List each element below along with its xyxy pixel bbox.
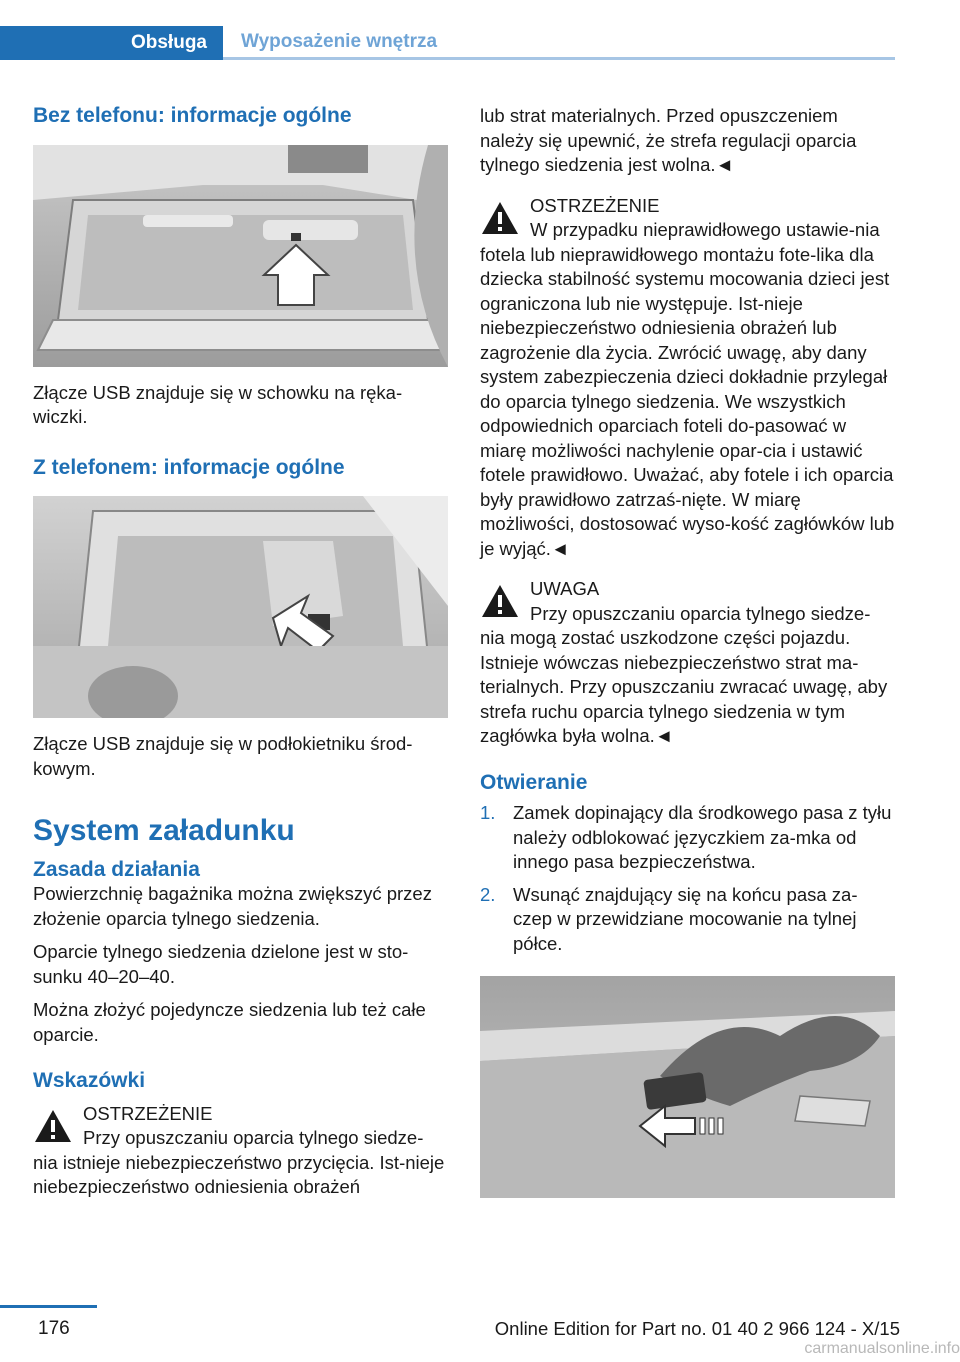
armrest-usb-image bbox=[33, 496, 448, 718]
heading-tips: Wskazówki bbox=[33, 1069, 146, 1092]
warning-3-title: UWAGA bbox=[530, 578, 600, 599]
continued-text: lub strat materialnych. Przed opuszczeniem należy się upewnić, że strefa regulacji oparcia tylnego siedzenia jest wolna.◄ bbox=[480, 105, 857, 175]
footer-rule bbox=[0, 1305, 97, 1308]
tab-obsluga[interactable]: Obsługa bbox=[0, 26, 223, 60]
heading-phone: Z telefonem: informacje ogólne bbox=[33, 455, 345, 479]
heading-system: System załadunku bbox=[33, 814, 295, 847]
warning-2-text: W przypadku nieprawidłowego ustawie-nia fotela lub nieprawidłowego montażu fote-lika dla dziecka stabilność systemu mocowania dzieci jest ograniczona lub nie występuje. Ist-nieje niebezpieczeństwo odniesienia obrażeń lub zagrożenie dla życia. Zwrócić uwagę, aby dany system zabezpieczenia dzieci dokładnie przylegał do oparcia tylnego siedzenia. We wszystkich odpowiednich oparciach foteli do-pasować w miarę możliwości nachylenie opar-cia i ustawić fotele prawidłowo. Uważać, aby fotele i ich oparcia były prawidłowo zatrzaś-nięte. W miarę możliwości, dostosować wyso-kość zagłówków lub je wyjąć.◄ bbox=[480, 219, 895, 559]
warning-3 bbox=[480, 577, 895, 749]
edition-label: Online Edition for Part no. 01 40 2 966 124 - X/15 bbox=[494, 1318, 900, 1339]
warning-2 bbox=[480, 194, 895, 562]
section-tabs bbox=[0, 26, 895, 60]
caution-triangle-icon bbox=[480, 583, 520, 619]
glovebox-usb-image bbox=[33, 145, 448, 367]
warning-1-title: OSTRZEŻENIE bbox=[83, 1102, 213, 1124]
tab-wyposazenie[interactable]: Wyposażenie wnętrza bbox=[223, 26, 895, 60]
warning-1-text: Przy opuszczaniu oparcia tylnego siedze-nia istnieje niebezpieczeństwo przycięcia. Ist-nieje niebezpieczeństwo odniesienia obrażeń bbox=[33, 1127, 445, 1197]
steps-list bbox=[480, 801, 895, 956]
heading-no-phone: Bez telefonu: informacje ogólne bbox=[33, 104, 352, 127]
caption-phone: Złącze USB znajduje się w podłokietniku środ-kowym. bbox=[33, 733, 413, 779]
paragraph-2: Oparcie tylnego siedzenia dzielone jest w sto-sunku 40–20–40. bbox=[33, 941, 409, 987]
list-item bbox=[480, 801, 895, 875]
caption-no-phone: Złącze USB znajduje się w schowku na ręka-wiczki. bbox=[33, 381, 403, 427]
warning-2-title: OSTRZEŻENIE bbox=[530, 194, 660, 216]
warning-triangle-icon bbox=[33, 1108, 73, 1144]
paragraph-3: Można złożyć pojedyncze siedzenia lub też całe oparcie. bbox=[33, 999, 426, 1045]
step-number: 2. bbox=[480, 883, 496, 905]
right-column bbox=[480, 104, 895, 1198]
belt-buckle-image bbox=[480, 976, 895, 1198]
warning-1 bbox=[33, 1102, 448, 1200]
warning-3-text: Przy opuszczaniu oparcia tylnego siedze-nia mogą zostać uszkodzone części pojazdu. Istnieje wówczas niebezpieczeństwo strat ma-terialnych. Przy opuszczaniu zwracać uwagę, aby strefa ruchu oparcia tylnego siedzenia w tym zagłówka była wolna.◄ bbox=[480, 602, 888, 746]
watermark: carmanualsonline.info bbox=[804, 1340, 960, 1357]
warning-triangle-icon bbox=[480, 200, 520, 236]
step-text: Zamek dopinający dla środkowego pasa z tyłu należy odblokować języczkiem za-mka od innego pasa bezpieczeństwa. bbox=[513, 802, 892, 872]
page-number: 176 bbox=[38, 1318, 70, 1339]
list-item bbox=[480, 883, 895, 957]
left-column bbox=[33, 104, 448, 1200]
step-text: Wsunąć znajdujący się na końcu pasa za-czep w przewidziane mocowanie na tylnej półce. bbox=[513, 883, 858, 954]
heading-principle: Zasada działania bbox=[33, 857, 200, 881]
step-number: 1. bbox=[480, 802, 496, 823]
heading-open: Otwieranie bbox=[480, 770, 588, 794]
paragraph-1: Powierzchnię bagażnika można zwiększyć przez złożenie oparcia tylnego siedzenia. bbox=[33, 883, 432, 929]
